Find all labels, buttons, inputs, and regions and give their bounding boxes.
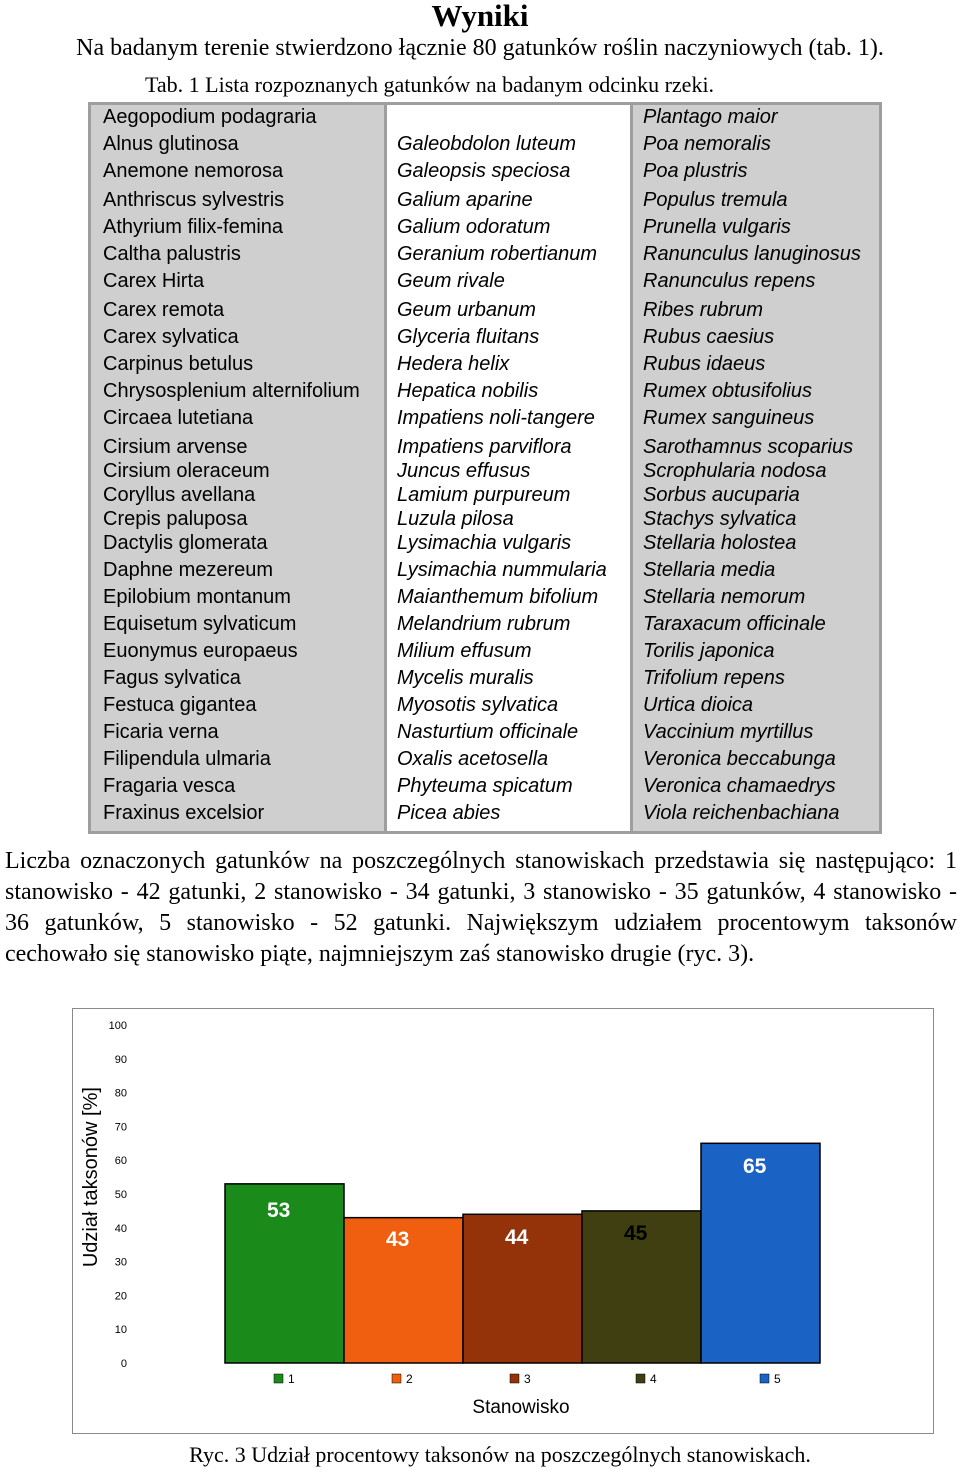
species-cell: Juncus effusus: [397, 460, 531, 482]
species-cell: Plantago maior: [643, 106, 778, 128]
species-cell: Torilis japonica: [643, 640, 775, 662]
legend-swatch: [274, 1374, 283, 1383]
species-cell: Prunella vulgaris: [643, 216, 791, 238]
species-cell: Veronica chamaedrys: [643, 775, 836, 797]
table-column-2: [387, 105, 633, 831]
data-label: 45: [624, 1222, 648, 1245]
species-cell: Festuca gigantea: [103, 694, 257, 716]
species-cell: Chrysosplenium alternifolium: [103, 380, 360, 402]
species-cell: Impatiens parviflora: [397, 436, 572, 458]
species-cell: Stachys sylvatica: [643, 508, 797, 530]
species-cell: Cirsium arvense: [103, 436, 248, 458]
legend-label: 5: [774, 1372, 781, 1386]
section-heading: Wyniki: [431, 0, 529, 33]
y-tick-label: 30: [114, 1256, 127, 1269]
data-label: 44: [505, 1226, 529, 1249]
y-tick-label: 0: [120, 1358, 127, 1370]
species-cell: Carpinus betulus: [103, 353, 254, 375]
species-cell: Milium effusum: [397, 640, 532, 662]
species-cell: Galium aparine: [397, 189, 533, 211]
species-cell: Fraxinus excelsior: [103, 802, 265, 824]
x-axis-label: Stanowisko: [472, 1397, 570, 1418]
species-cell: Cirsium oleraceum: [103, 460, 270, 482]
species-cell: Geum rivale: [397, 270, 505, 292]
species-cell: Ranunculus lanuginosus: [643, 243, 861, 265]
species-cell: Stellaria nemorum: [643, 586, 806, 608]
species-cell: Epilobium montanum: [103, 586, 291, 608]
species-cell: Sorbus aucuparia: [643, 484, 800, 506]
species-cell: Urtica dioica: [643, 694, 754, 716]
species-cell: Galium odoratum: [397, 216, 551, 238]
species-cell: Galeopsis speciosa: [397, 160, 571, 182]
species-cell: Rubus caesius: [643, 326, 775, 348]
species-cell: Ficaria verna: [103, 721, 219, 743]
species-cell: Veronica beccabunga: [643, 748, 836, 770]
legend-label: 2: [406, 1372, 413, 1386]
species-cell: Impatiens noli-tangere: [397, 407, 595, 429]
species-cell: Hedera helix: [397, 353, 510, 375]
table-column-1: [91, 105, 387, 831]
species-cell: Maianthemum bifolium: [397, 586, 599, 608]
table-caption: Tab. 1 Lista rozpoznanych gatunków na badanym odcinku rzeki.: [145, 72, 715, 97]
species-cell: Crepis paluposa: [103, 508, 248, 530]
species-cell: Anemone nemorosa: [103, 160, 284, 182]
species-cell: Daphne mezereum: [103, 559, 274, 581]
species-cell: Ribes rubrum: [643, 299, 764, 321]
species-cell: Carex remota: [103, 299, 225, 321]
y-tick-label: 40: [114, 1222, 127, 1235]
species-cell: Luzula pilosa: [397, 508, 514, 530]
species-cell: Trifolium repens: [643, 667, 785, 689]
y-axis-label: Udział taksonów [%]: [80, 1087, 102, 1268]
summary-paragraph: Liczba oznaczonych gatunków na poszczególnych stanowiskach przedstawia się następująco: 1 stanowisko - 42 gatunki, 2 stanowisko - 34 gatunki, 3 stanowisko - 35 gatunków, 4 stanowisko - 36 gatunków, 5 stanowisko - 52 gatunki. Największym udziałem procentowym taksonów cechowało się stanowisko piąte, najmniejszym zaś stanowisko drugie (ryc. 3).: [5, 848, 957, 967]
species-cell: Vaccinium myrtillus: [643, 721, 814, 743]
y-tick-label: 50: [114, 1189, 127, 1201]
table-column-3: [633, 105, 879, 831]
species-cell: Poa nemoralis: [643, 133, 771, 155]
species-cell: Fagus sylvatica: [103, 667, 241, 689]
species-cell: Viola reichenbachiana: [643, 802, 840, 824]
species-cell: Taraxacum officinale: [643, 613, 826, 635]
y-tick-label: 20: [114, 1290, 127, 1303]
species-cell: Melandrium rubrum: [397, 613, 571, 635]
species-cell: Rubus idaeus: [643, 353, 766, 375]
y-tick-label: 60: [114, 1155, 127, 1168]
y-tick-label: 80: [114, 1087, 127, 1100]
species-cell: Athyrium filix-femina: [103, 216, 284, 238]
species-cell: Filipendula ulmaria: [103, 748, 271, 770]
y-tick-label: 70: [114, 1121, 127, 1134]
data-label: 53: [267, 1199, 291, 1222]
species-cell: Oxalis acetosella: [397, 748, 549, 770]
data-label: 43: [386, 1228, 410, 1251]
species-cell: Myosotis sylvatica: [397, 694, 559, 716]
species-cell: Caltha palustris: [103, 243, 241, 265]
species-cell: Stellaria holostea: [643, 532, 797, 554]
species-cell: Nasturtium officinale: [397, 721, 579, 743]
species-cell: Alnus glutinosa: [103, 133, 239, 155]
y-tick-label: 90: [114, 1053, 127, 1066]
species-cell: Carex Hirta: [103, 270, 205, 292]
species-cell: Rumex obtusifolius: [643, 380, 812, 402]
species-cell: Geum urbanum: [397, 299, 536, 321]
species-cell: Sarothamnus scoparius: [643, 436, 854, 458]
species-cell: Hepatica nobilis: [397, 380, 539, 402]
legend-swatch: [510, 1374, 519, 1383]
legend-label: 1: [288, 1372, 295, 1386]
data-label: 65: [743, 1155, 767, 1178]
species-cell: Phyteuma spicatum: [397, 775, 573, 797]
species-cell: Mycelis muralis: [397, 667, 534, 689]
species-cell: Equisetum sylvaticum: [103, 613, 297, 635]
y-tick-label: 100: [108, 1020, 127, 1032]
species-cell: Picea abies: [397, 802, 501, 824]
species-cell: Galeobdolon luteum: [397, 133, 577, 155]
species-cell: Lysimachia vulgaris: [397, 532, 572, 554]
species-cell: Ranunculus repens: [643, 270, 816, 292]
legend-swatch: [392, 1374, 401, 1383]
species-table: [88, 102, 882, 834]
legend-label: 4: [650, 1372, 657, 1386]
species-cell: Geranium robertianum: [397, 243, 598, 265]
species-cell: Rumex sanguineus: [643, 407, 815, 429]
species-cell: Glyceria fluitans: [397, 326, 540, 348]
bar-chart: [73, 1009, 933, 1433]
legend-swatch: [636, 1374, 645, 1383]
species-cell: Lamium purpureum: [397, 484, 571, 506]
species-cell: Euonymus europaeus: [103, 640, 298, 662]
species-cell: Populus tremula: [643, 189, 788, 211]
species-cell: Circaea lutetiana: [103, 407, 254, 429]
figure-caption: Ryc. 3 Udział procentowy taksonów na poszczególnych stanowiskach.: [189, 1442, 811, 1467]
species-cell: Poa plustris: [643, 160, 748, 182]
species-cell: Carex sylvatica: [103, 326, 239, 348]
species-cell: Anthriscus sylvestris: [103, 189, 285, 211]
species-cell: Stellaria media: [643, 559, 776, 581]
legend-label: 3: [524, 1372, 531, 1386]
species-cell: Aegopodium podagraria: [103, 106, 317, 128]
species-cell: Dactylis glomerata: [103, 532, 268, 554]
legend-swatch: [760, 1374, 769, 1383]
y-tick-label: 10: [114, 1324, 127, 1337]
species-cell: Fragaria vesca: [103, 775, 236, 797]
species-cell: Lysimachia nummularia: [397, 559, 607, 581]
species-cell: Scrophularia nodosa: [643, 460, 827, 482]
species-cell: Coryllus avellana: [103, 484, 256, 506]
chart-frame: [72, 1008, 934, 1434]
intro-paragraph: Na badanym terenie stwierdzono łącznie 80 gatunków roślin naczyniowych (tab. 1).: [76, 35, 884, 61]
